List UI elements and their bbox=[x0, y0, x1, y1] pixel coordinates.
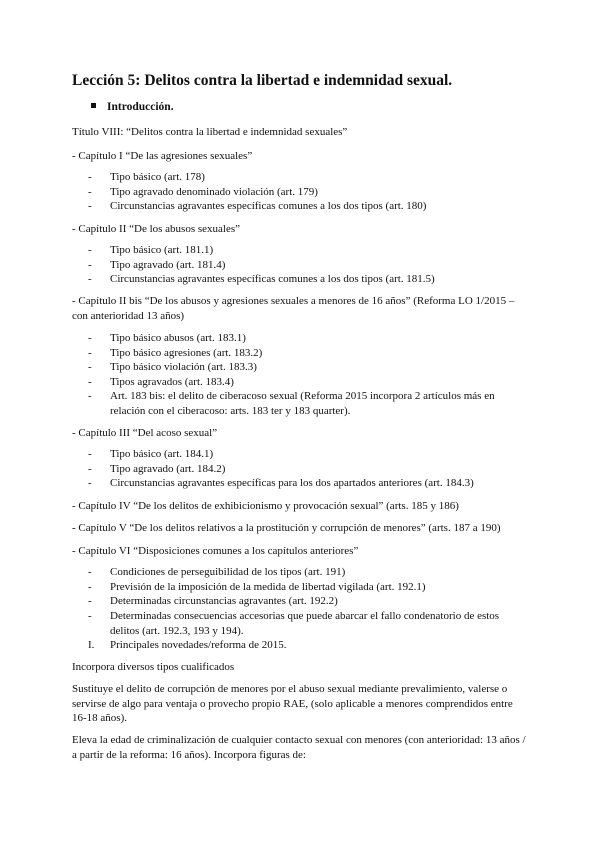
cap4-header: - Capítulo IV “De los delitos de exhibicionismo y provocación sexual” (arts. 185 y 186) bbox=[72, 500, 459, 512]
paragraph-edad: Eleva la edad de criminalización de cualquier contacto sexual con menores (con anterioridad: 13 años / a partir de la reforma: 16 años). Incorpora figuras de: bbox=[72, 734, 526, 761]
numbered-item: I. Principales novedades/reforma de 2015. bbox=[88, 639, 287, 651]
list-item: - Tipo agravado denominado violación (art. 179) bbox=[88, 186, 318, 198]
list-item: - Tipos agravados (art. 183.4) bbox=[88, 376, 234, 388]
list-item: - Circunstancias agravantes específicas comunes a los dos tipos (art. 180) bbox=[88, 200, 427, 212]
cap3-header: - Capítulo III “Del acoso sexual” bbox=[72, 427, 218, 439]
list-item: - Circunstancias agravantes específicas comunes a los dos tipos (art. 181.5) bbox=[88, 273, 435, 285]
cap1-header: - Capítulo I “De las agresiones sexuales” bbox=[72, 150, 253, 162]
cap2-header: - Capítulo II “De los abusos sexuales” bbox=[72, 223, 241, 235]
list-item: - Tipo agravado (art. 184.2) bbox=[88, 463, 226, 475]
list-item: - Tipo básico (art. 181.1) bbox=[88, 244, 214, 256]
list-item: - Previsión de la imposición de la medida de libertad vigilada (art. 192.1) bbox=[88, 581, 426, 593]
list-item: - Tipo agravado (art. 181.4) bbox=[88, 259, 226, 271]
list-item: - Tipo básico violación (art. 183.3) bbox=[88, 361, 257, 373]
list-item: - Tipo básico (art. 178) bbox=[88, 171, 205, 183]
paragraph-corrupcion: Sustituye el delito de corrupción de menores por el abuso sexual mediante prevalimiento, valerse o servirse de algo para ventaja o provecho propio RAE, (solo aplicable a menores comprendidos entre 16-18 años). bbox=[72, 683, 513, 724]
titulo-line: Título VIII: “Delitos contra la libertad e indemnidad sexuales” bbox=[72, 126, 348, 138]
list-item: - Determinadas consecuencias accesorias que puede abarcar el fallo condenatorio de estos delitos (art. 192.3, 193 y 194). bbox=[88, 610, 500, 637]
section-heading-text: Introducción. bbox=[107, 101, 174, 113]
cap5-header: - Capítulo V “De los delitos relativos a la prostitución y corrupción de menores” (arts. 187 a 190) bbox=[72, 522, 501, 534]
cap6-header: - Capítulo VI “Disposiciones comunes a los capítulos anteriores” bbox=[72, 545, 359, 557]
cap2bis-header: - Capítulo II bis “De los abusos y agresiones sexuales a menores de 16 años” (Reforma LO 1/2015 –con anterioridad 13 años) bbox=[72, 295, 515, 322]
section-heading bbox=[91, 101, 174, 113]
list-item: - Determinadas circunstancias agravantes (art. 192.2) bbox=[88, 595, 338, 607]
list-item: - Tipo básico (art. 184.1) bbox=[88, 448, 214, 460]
list-item: - Tipo básico agresiones (art. 183.2) bbox=[88, 347, 263, 359]
lesson-title: Lección 5: Delitos contra la libertad e indemnidad sexual. bbox=[72, 72, 453, 89]
list-item: - Tipo básico abusos (art. 183.1) bbox=[88, 332, 246, 344]
square-bullet-icon bbox=[91, 103, 96, 108]
list-item: - Art. 183 bis: el delito de ciberacoso sexual (Reforma 2015 incorpora 2 artículos más en relación con el ciberacoso: arts. 183 ter y 183 quarter). bbox=[88, 390, 495, 417]
list-item: - Circunstancias agravantes específicas para los dos apartados anteriores (art. 184.3) bbox=[88, 477, 474, 489]
list-item: - Condiciones de perseguibilidad de los tipos (art. 191) bbox=[88, 566, 346, 578]
paragraph-cualificados: Incorpora diversos tipos cualificados bbox=[72, 661, 235, 673]
